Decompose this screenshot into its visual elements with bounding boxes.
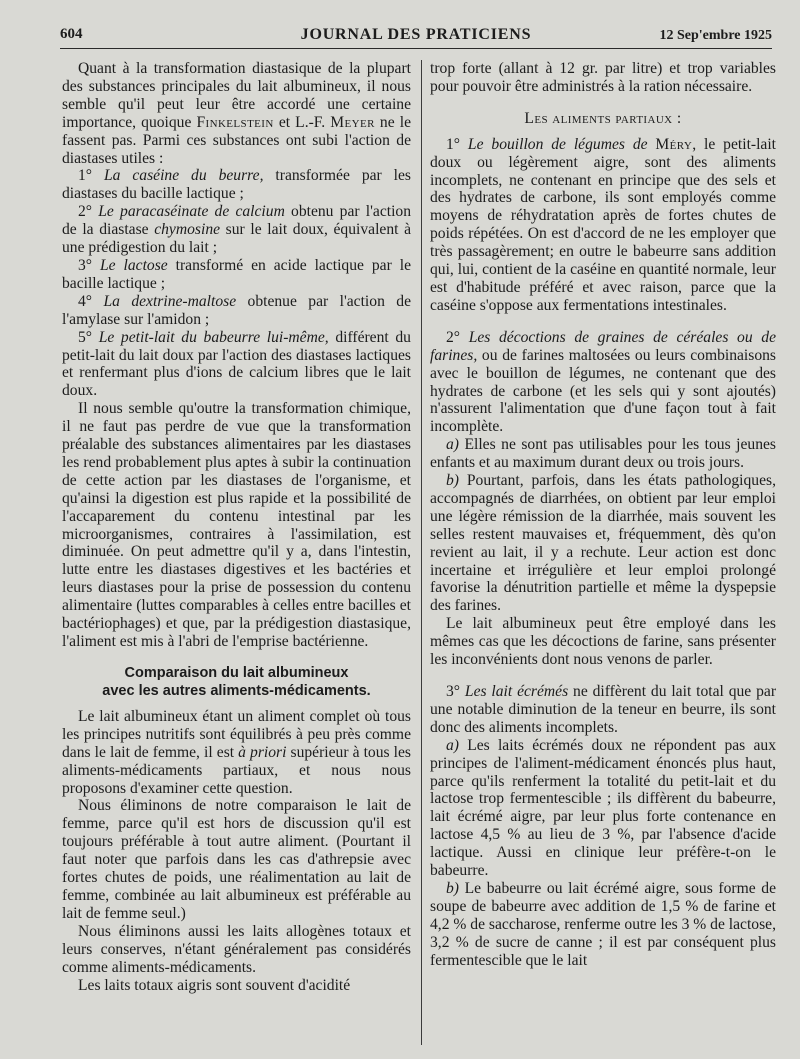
list-item-3: 3° Le lactose transformé en acide lactique par le bacille lactique ;	[62, 256, 411, 292]
paragraph-complete-food: Le lait albumineux étant un aliment complet où tous les principes nutritifs sont équilibrés à peu près comme dans le lait de femme, il est à priori supérieur à tous les aliments-médicaments partiaux, et nous nous proposons d'examiner cette question.	[62, 707, 411, 797]
section-heading: Comparaison du lait albumineux avec les autres aliments-médicaments.	[102, 664, 371, 699]
header-rule	[60, 48, 772, 49]
paragraph-chemical-transformation: Il nous semble qu'outre la transformation chimique, il ne faut pas perdre de vue que la transformation préalable des substances alimentaires par les diastases les rend probablement plus aptes à subir la continuation de cette action par les diastases de l'organisme, et qu'ainsi la digestion est plus rapide et la possibilité de l'accaparement du contenu intestinal par les microorganismes, contraires à l'assimilation, est diminuée. On peut admettre qu'il y a, dans l'intestin, lutte entre les diastases digestives et les bactéries et leurs diastases pour la prise de possession du contenu alimentaire (luttes comparables à celles entre bacilles et bactériophages) et que, par la prédigestion diastasique, l'aliment est mis à l'abri de l'emprise bactérienne.	[62, 400, 411, 650]
left-column	[62, 60, 411, 994]
issue-date: 12 Sep'embre 1925	[659, 28, 772, 43]
paragraph-diastasic-transformation: Quant à la transformation diastasique de la plupart des substances principales du lait albumineux, il nous semble qu'il peut leur être accordé une certaine importance, quoique Finkelstein et L.-F. Meyer ne le fassent pas. Parmi ces substances ont subi l'action de diastases utiles :	[62, 60, 411, 167]
list-item-2: 2° Le paracaséinate de calcium obtenu par l'action de la diastase chymosine sur le lait doux, équivalent à une prédigestion du lait ;	[62, 203, 411, 257]
running-header	[60, 24, 772, 48]
author-name: Finkelstein	[196, 113, 274, 131]
column-divider	[421, 60, 422, 1045]
paragraph-soured-milks: Les laits totaux aigris sont souvent d'acidité	[78, 976, 351, 994]
item-cereal-b: b) Pourtant, parfois, dans les états pathologiques, accompagnés de diarrhées, on obtient par leur emploi une légère rémission de la diarrhée, mais souvent les selles restent mauvaises et, fréquemment, dès qu'on revient au lait, il y a rechute. Leur action est donc incertaine et irrégulière et leur emploi prolongé favorise la dénutrition partielle et même la dyspepsie des farines.	[430, 472, 776, 615]
list-item-4: 4° La dextrine-maltose obtenue par l'action de l'amylase sur l'amidon ;	[62, 292, 411, 328]
list-item-1: 1° La caséine du beurre, transformée par les diastases du bacille lactique ;	[62, 167, 411, 203]
item-vegetable-broth: 1° Le bouillon de légumes de Méry, le petit-lait doux ou légèrement aigre, sont des aliments incomplets, ne contenant en principe que des sels et des hydrates de carbone, ils sont employés comme moyens de réhydratation après de fortes chutes de poids répétées. On est d'accord de ne les employer que très passagèrement; en outre le babeurre sans addition qui, lui, contient de la caséine en quantité normale, leur est d'habitude préféré et avec raison, parce que la caséine s'oppose aux fermentations intestinales.	[430, 135, 777, 314]
right-column	[430, 60, 776, 970]
journal-title: JOURNAL DES PRATICIENS	[300, 26, 532, 43]
subsection-title: Les aliments partiaux :	[524, 109, 682, 127]
paragraph-womans-milk: Nous éliminons de notre comparaison le lait de femme, parce qu'il est hors de discussion qu'il est toujours préférable à tout autre aliment. (Pourtant il faut noter que parfois dans les cas d'athrepsie avec fortes chutes de poids, une réalimentation au lait de femme, combinée au lait albumineux est préférable au lait de femme seul.)	[62, 797, 411, 922]
item-cereal-decoctions: 2° Les décoctions de graines de céréales ou de farines, ou de farines maltosées ou leurs combinaisons avec le bouillon de légumes, ne contenant que des hydrates de carbone (et les sels qui y sont ajoutés) n'assurent l'alimentation que d'une façon tout à fait incomplète.	[430, 328, 776, 436]
paragraph-allogenic-milks: Nous éliminons aussi les laits allogènes totaux et leurs conserves, n'étant généralement pas considérés comme aliments-médicaments.	[62, 922, 411, 976]
item-cereal-a: a) Elles ne sont pas utilisables pour les tous jeunes enfants et au maximum durant deux ou trois jours.	[430, 436, 776, 472]
item-skimmed-b: b) Le babeurre ou lait écrémé aigre, sous forme de soupe de babeurre avec addition de 1,5 % de farine et 4,2 % de saccharose, renferme outre les 3 % de lactose, 3,2 % de sucre de canne ; il est par conséquent plus fermentescible que le lait	[430, 879, 776, 969]
paragraph-albumin-milk-use: Le lait albumineux peut être employé dans les mêmes cas que les décoctions de farine, sans présenter les inconvénients dont nous venons de parler.	[430, 615, 776, 669]
page-number: 604	[60, 26, 83, 42]
paragraph-continuation: trop forte (allant à 12 gr. par litre) et trop variables pour pouvoir être administrés à la ration nécessaire.	[430, 60, 776, 95]
item-skimmed-a: a) Les laits écrémés doux ne répondent pas aux principes de l'aliment-médicament énoncés plus haut, parce qu'ils renferment la totalité du petit-lait et du lactose trop fermentescible ; ils diffèrent du babeurre, lait écrémé aigre, par leur plus forte contenance en lactose 4,5 % au lieu de 3 %, par l'absence d'acide lactique. Aussi en clinique leur préfère-t-on le babeurre.	[430, 736, 776, 880]
item-skimmed-milks: 3° Les lait écrémés ne diffèrent du lait total que par une notable diminution de la teneur en beurre, ils sont donc des aliments incomplets.	[430, 683, 777, 736]
list-item-5: 5° Le petit-lait du babeurre lui-même, différent du petit-lait du lait doux par l'action des diastases lactiques et renfermant plus d'ions de calcium libres que le lait doux.	[62, 328, 411, 400]
author-name: Méry	[655, 135, 693, 153]
author-name: Meyer	[330, 113, 375, 131]
